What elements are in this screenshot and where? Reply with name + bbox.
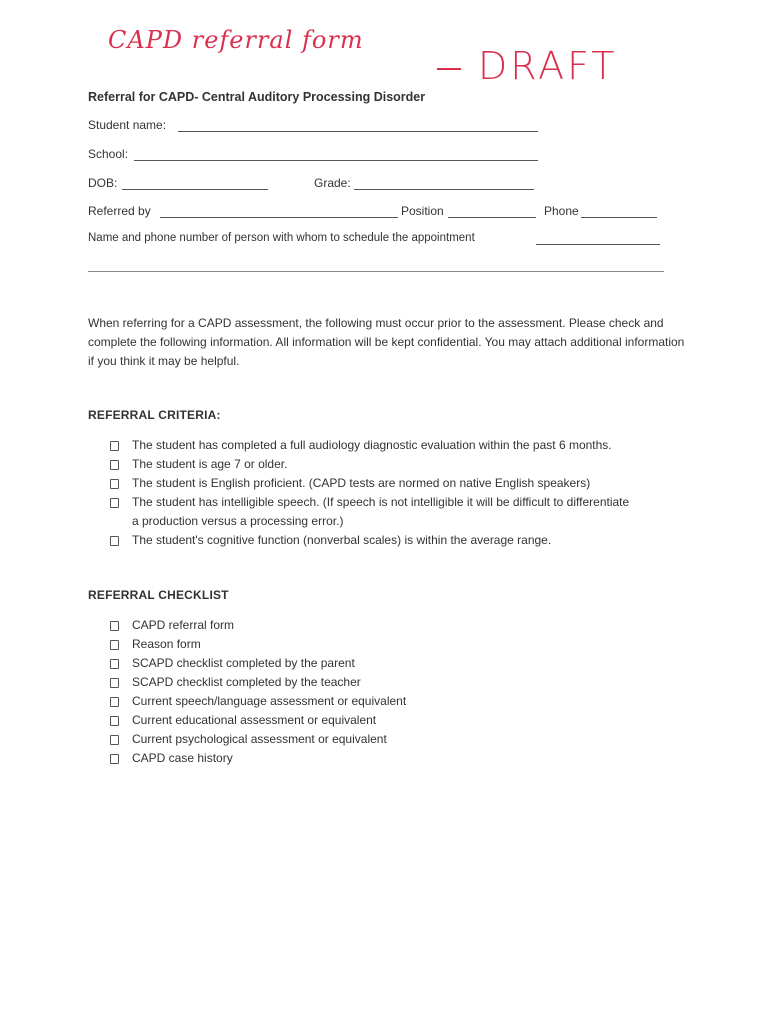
checkbox[interactable] (110, 498, 119, 508)
student-name-field[interactable] (178, 131, 538, 132)
referred-by-label: Referred by (88, 204, 151, 218)
position-label: Position (401, 204, 444, 218)
criteria-list (108, 436, 688, 550)
checkbox[interactable] (110, 460, 119, 470)
criteria-item: The student is age 7 or older. (108, 455, 688, 474)
handwritten-draft-note (436, 44, 618, 88)
position-field[interactable] (448, 217, 536, 218)
checklist-list (108, 616, 608, 768)
student-name-label: Student name: (88, 118, 167, 132)
checkbox[interactable] (110, 659, 119, 669)
checklist-item: Reason form (108, 635, 608, 654)
grade-label: Grade: (314, 176, 351, 190)
checkbox[interactable] (110, 678, 119, 688)
dob-field[interactable] (122, 189, 268, 190)
checklist-item: Current psychological assessment or equivalent (108, 730, 608, 749)
checklist-item: Current educational assessment or equivalent (108, 711, 608, 730)
school-label: School: (88, 147, 129, 161)
criteria-item: The student is English proficient. (CAPD tests are normed on native English speakers) (108, 474, 688, 493)
form-title: Referral for CAPD- Central Auditory Processing Disorder (88, 90, 426, 104)
checkbox[interactable] (110, 479, 119, 489)
criteria-heading: REFERRAL CRITERIA: (88, 408, 221, 422)
handwritten-title: CAPD referral form (108, 26, 364, 54)
dob-label: DOB: (88, 176, 118, 190)
checkbox[interactable] (110, 640, 119, 650)
criteria-item: The student has intelligible speech. (If speech is not intelligible it will be difficult to differentiate a production versus a processing error.) (108, 493, 688, 531)
checkbox[interactable] (110, 441, 119, 451)
intro-paragraph: When referring for a CAPD assessment, the following must occur prior to the assessment. Please check and complete the following information. All information will be kept confidential. You may attach additional information if you think it may be helpful. (88, 316, 685, 368)
checkbox[interactable] (110, 621, 119, 631)
checkbox[interactable] (110, 716, 119, 726)
phone-field[interactable] (581, 217, 657, 218)
checkbox[interactable] (110, 536, 119, 546)
draft-label: DRAFT (478, 44, 618, 88)
appointment-contact-field-line2[interactable] (88, 271, 664, 272)
criteria-item: The student has completed a full audiology diagnostic evaluation within the past 6 months. (108, 436, 688, 455)
criteria-item-continuation: a production versus a processing error.) (132, 514, 344, 528)
grade-field[interactable] (354, 189, 534, 190)
checklist-item: CAPD referral form (108, 616, 608, 635)
checklist-item: SCAPD checklist completed by the teacher (108, 673, 608, 692)
checklist-item: SCAPD checklist completed by the parent (108, 654, 608, 673)
checkbox[interactable] (110, 697, 119, 707)
phone-label: Phone (544, 204, 579, 218)
criteria-item: The student's cognitive function (nonverbal scales) is within the average range. (108, 531, 688, 550)
checklist-heading: REFERRAL CHECKLIST (88, 588, 229, 602)
checklist-item: Current speech/language assessment or equivalent (108, 692, 608, 711)
checkbox[interactable] (110, 754, 119, 764)
checklist-item: CAPD case history (108, 749, 608, 768)
appointment-contact-field[interactable] (536, 244, 660, 245)
dash-icon (436, 66, 462, 72)
appointment-contact-label: Name and phone number of person with whom to schedule the appointment (88, 232, 475, 244)
school-field[interactable] (134, 160, 538, 161)
checkbox[interactable] (110, 735, 119, 745)
referred-by-field[interactable] (160, 217, 398, 218)
